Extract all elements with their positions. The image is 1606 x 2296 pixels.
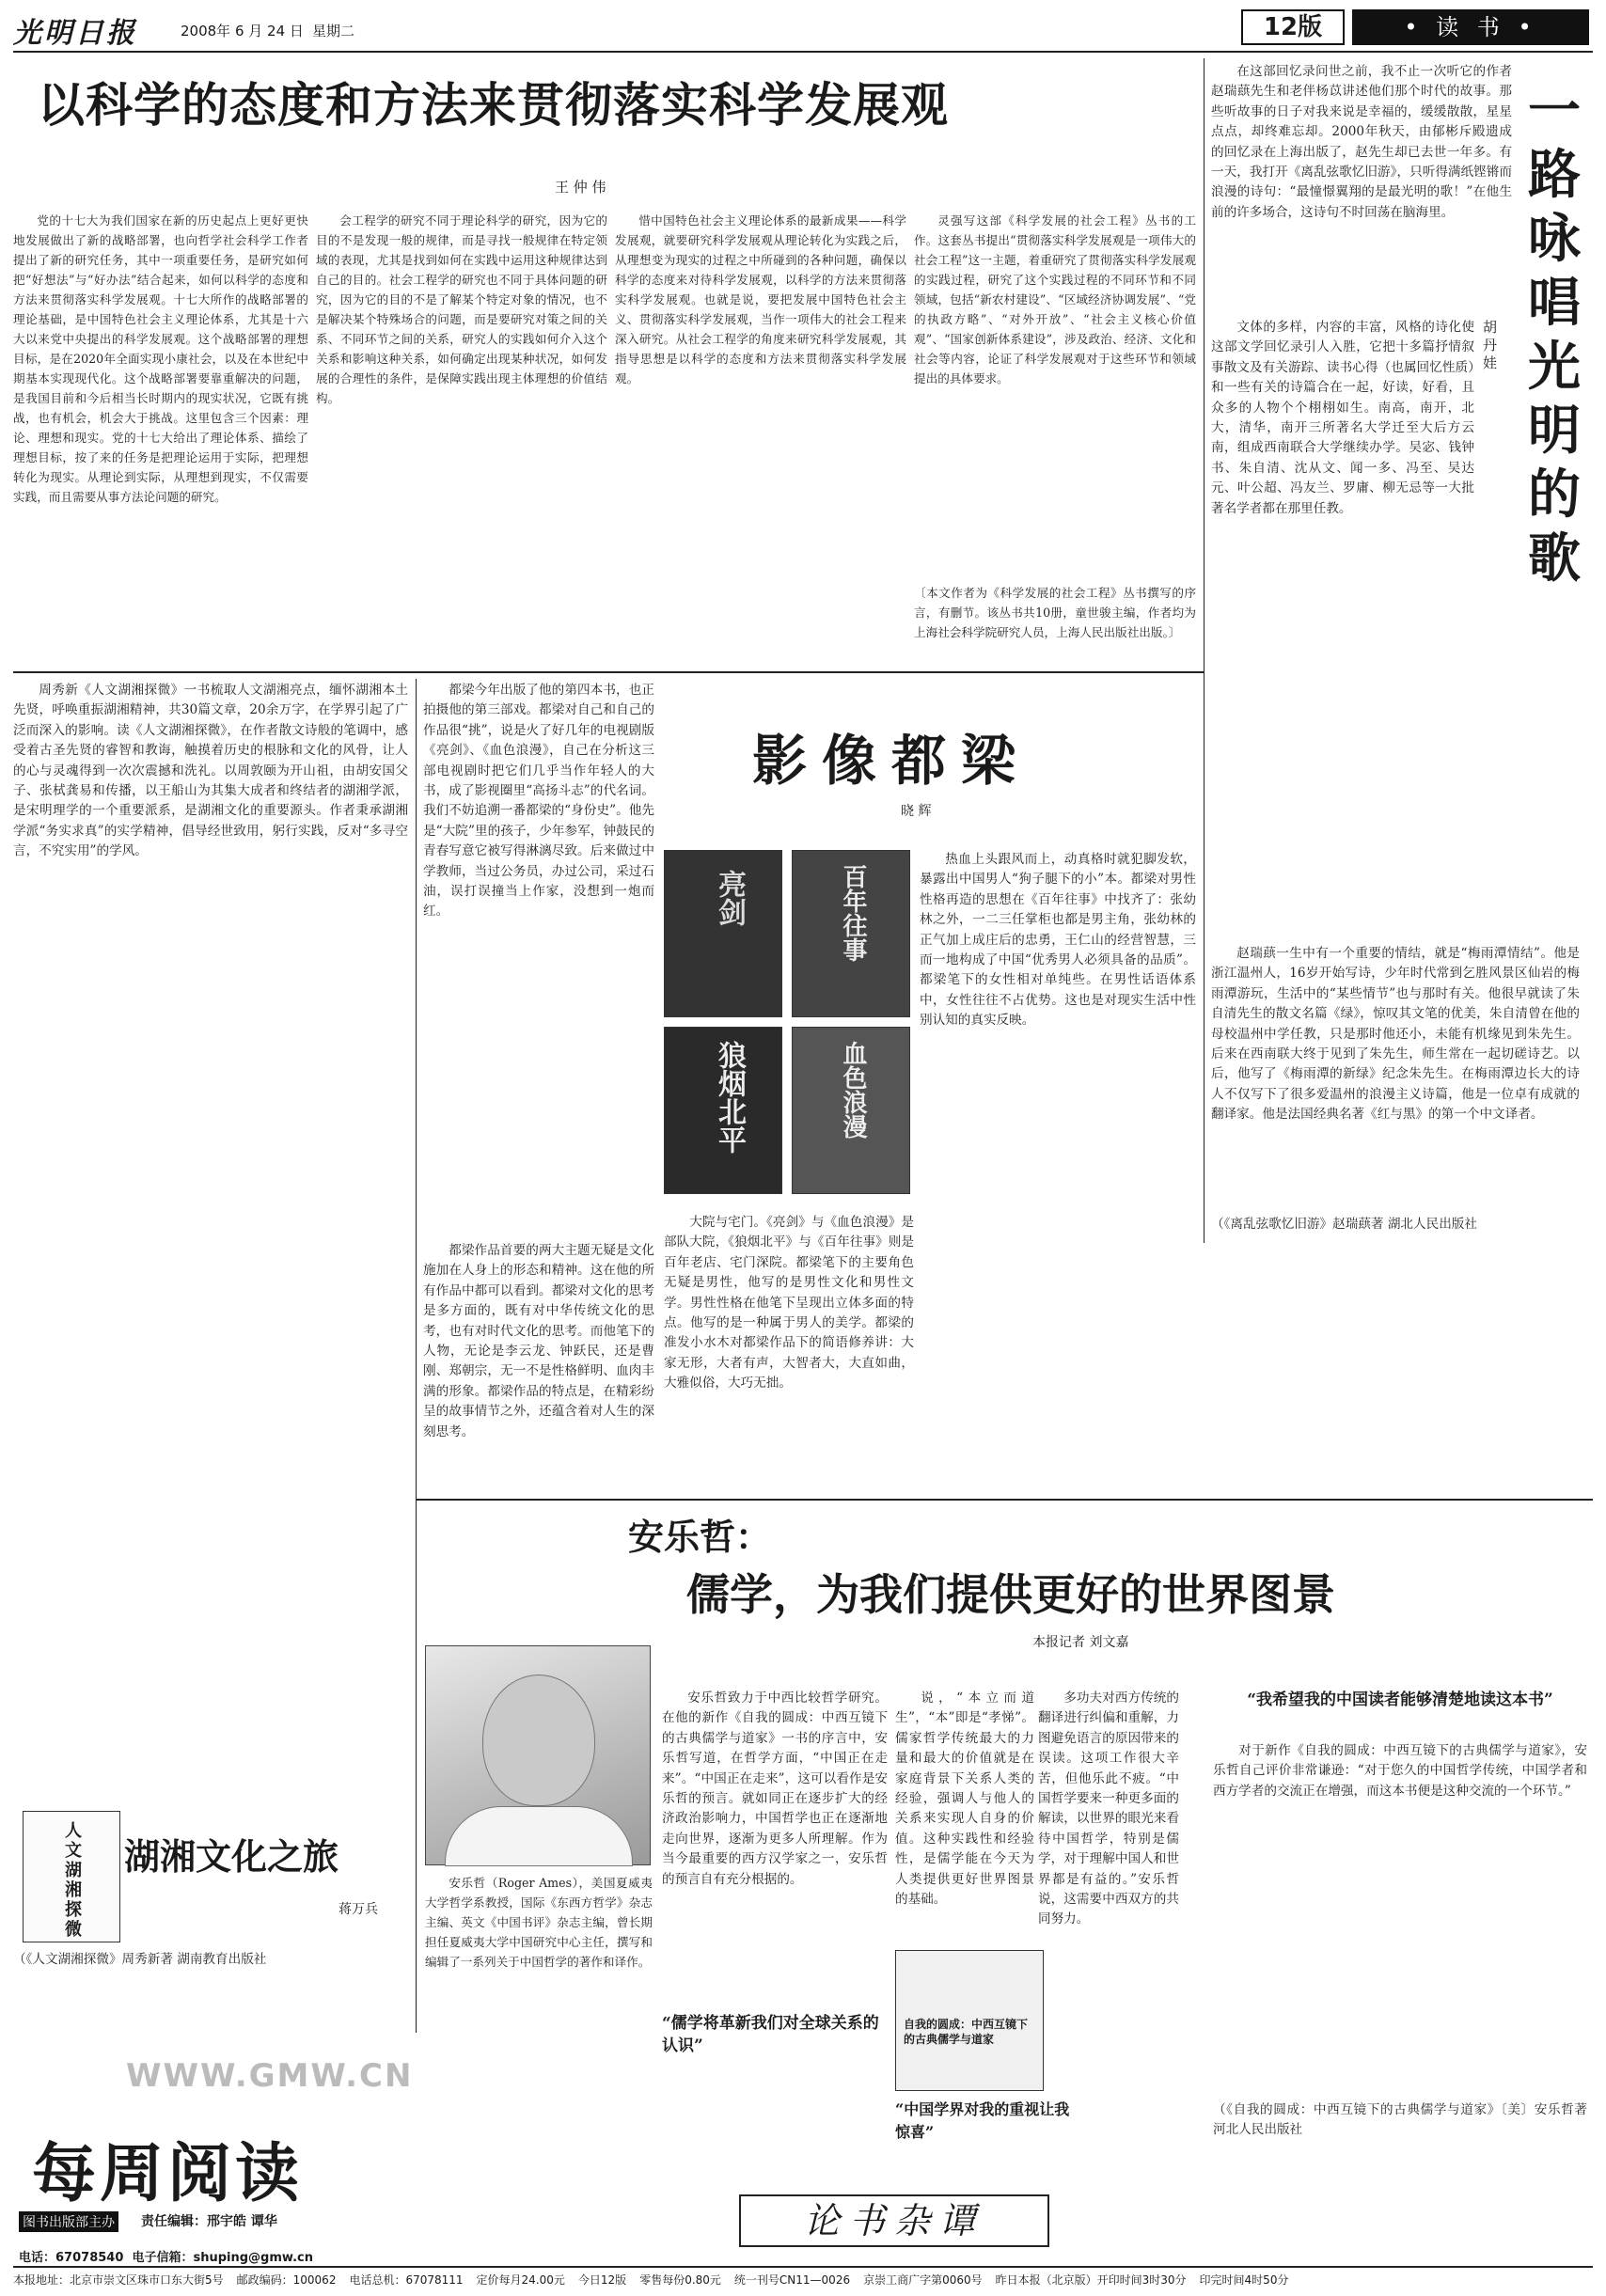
article-column: 安乐哲致力于中西比较哲学研究。在他的新作《自我的圆成：中西互镜下的古典儒学与道家》一书的序言中，安乐哲写道，在哲学方面，“中国正在走来”。“中国正在走来”，这可以看作是安乐哲的预言。就如同正在逐步扩大的经济政治影响力，中国哲学也正在逐渐地走向世界，逐渐为更多人所理解。作为当今最重要的西方汉学家之一，安乐哲的预言自有充分根据的。 — [662, 1691, 888, 1887]
article-column: 周秀新《人文湖湘探微》一书梳取人文湖湘亮点，缅怀湖湘本土先贤，呼唤重振湖湘精神，共30篇文章，20余万字，在学界引起了广泛而深入的影响。读《人文湖湘探微》，在作者散文诗般的笔调中，感受着古圣先贤的睿智和教诲，触摸着历史的根脉和文化的风骨，让人的心与灵魂得到一次次震撼和洗礼。以周敦颐为开山祖，由胡安国父子、张栻龚易和传播，以王船山为其集大成者和终结者的湖湘学派，是宋明理学的一个重要派系，是湖湘文化的重要源头。作者秉承湖湘学派“务实求真”的实学精神，倡导经世致用，躬行实践，反对“多寻空言，不究实用”的学风。 — [13, 683, 408, 859]
byline: 晓 辉 — [901, 804, 932, 819]
headline: 以科学的态度和方法来贯彻落实科学发展观 — [38, 78, 949, 133]
byline: 胡丹娃 — [1481, 320, 1498, 373]
article-title: 影像都梁 — [752, 729, 1031, 793]
article-column: 对于新作《自我的圆成：中西互镜下的古典儒学与道家》，安乐哲自己评价非常谦逊：“对于您久的中国哲学传统，中国学者和西方学者的交流正在增强，而这本书便是这种交流的一个环节。” — [1213, 1743, 1587, 1799]
article-column: 说，“本立而道生”，“本”即是“孝悌”。儒家哲学传统最大的力量和最大的价值就是在家庭背景下关系人类的经验，强调人与他人的关系来实现人自身的价值。这种实践性和经验性，是儒学能在今天为人类提供更好世界图景的基础。 — [895, 1691, 1034, 1908]
photo-caption: 安乐哲（Roger Ames），美国夏威夷大学哲学系教授，国际《东西方哲学》杂志主编、英文《中国书评》杂志主编，曾长期担任夏威夷大学中国研究中心主任，撰写和编辑了一系列关于中国哲学的著作和译作。 — [425, 1876, 653, 1969]
section-title: 每周阅读 — [32, 2137, 304, 2211]
article-column: 多功夫对西方传统的翻译进行纠偏和重解，力图避免语言的原因带来的误读。这项工作很大辛苦，但他乐此不疲。“中国哲学要来一种更多面的解读，以世界的眼光来看待中国哲学，特别是儒学，对于理解中国人和世界都是有益的。”安乐哲说，这需要中西双方的共同努力。 — [1038, 1691, 1179, 1927]
page-number-box — [1241, 9, 1345, 45]
article-column: 大院与宅门。《亮剑》与《血色浪漫》是部队大院，《狼烟北平》与《百年往事》则是百年老店、宅门深院。都梁笔下的主要角色无疑是男性，他写的是男性文化和男性文学。男性性格在他笔下呈现出立体多面的特点。他写的是一种属于男人的美学。都梁的准发小水木对都梁作品下的简语修养讲：大家无形，大者有声，大智者大，大直如曲，大雅似俗，大巧无拙。 — [664, 1215, 914, 1392]
article-column: 热血上头跟风而上，动真格时就犯脚发软，暴露出中国男人“狗子腿下的小”本。都梁对男性性格再造的思想在《百年往事》中找齐了：张幼林之外，一二三任掌柜也都是男主角，张幼林的正气加上成庄后的忠勇，王仁山的经营智慧，三而一地构成了中国“优秀男人必须具备的品质”。都梁笔下的女性相对单纯些。在男性话语体系中，女性往往不占优势。这也是对现实生活中性别认知的真实反映。 — [920, 852, 1196, 1029]
book-cover: 人文湖湘探微 — [23, 1811, 120, 1942]
article-title-vertical: 一 路 咏 唱 光 明 的 歌 — [1528, 80, 1581, 590]
office-badge: 图书出版部主办 — [19, 2211, 118, 2232]
article-column: 会工程学的研究不同于理论科学的研究，因为它的目的不是发现一般的规律，而是寻找一般规律在特定领域的表现，尤其是找到如何在实践中运用这种规律达到自己的目的。社会工程学的研究也不同于具体问题的研究，因为它的目的不是了解某个特定对象的情况，也不是解决某个特殊场合的问题，而是要研究对策之间的关系、不同环节之间的关系，研究人的实践如何介入这个关系和影响这种关系，如何确定出现某种状况，如何发展的合理性的条件，是保障实践出现主体理想的价值结构。 — [316, 213, 607, 405]
book-cover: 自我的圆成：中西互镜下的古典儒学与道家 — [895, 1950, 1044, 2091]
page-number: 12版 — [1263, 13, 1323, 41]
article-column: 惜中国特色社会主义理论体系的最新成果——科学发展观，就要研究科学发展观从理论转化为实践之后，从理想变为现实的过程之中所碰到的各种问题，确保以科学的态度来对待科学发展观，以科学的方法来贯彻落实科学发展观。也就是说，要把发展中国特色社会主义、贯彻落实科学发展观，当作一项伟大的社会工程来深入研究。从社会工程学的角度来研究科学发展观，其指导思想是以科学的态度和方法来贯彻落实科学发展观。 — [615, 213, 906, 385]
article-column: 赵瑞蕻一生中有一个重要的情结，就是“梅雨潭情结”。他是浙江温州人，16岁开始写诗，少年时代常到乞胜风景区仙岩的梅雨潭游玩，生活中的“某些情节”也与那时有关。他很早就读了朱自清先生的散文名篇《绿》，惊叹其文笔的优美，朱自清曾在他的母校温州中学任教，只是那时他还小，未能有机缘见到朱先生。后来在西南联大终于见到了朱先生，师生常在一起切磋诗艺。以后，他写了《梅雨潭的新绿》纪念朱先生。在梅雨潭边长大的诗人不仅写下了很多爱温州的浪漫主义诗篇，他是一位卓有成就的翻译家。他是法国经典名著《红与黑》的第一个中文译者。 — [1211, 946, 1580, 1123]
article-column: 灵强写这部《科学发展的社会工程》丛书的工作。这套丛书提出“贯彻落实科学发展观是一项伟大的社会工程”这一主题，着重研究了贯彻落实科学发展观的实践过程，研究了这个实践过程的不同环节和不同领域，包括“新农村建设”、“区域经济协调发展”、“党的执政方略”、“对外开放”、“社会主义核心价值观”、“国家创新体系建设”，涉及政治、经济、文化和社会等内容，论证了科学发展观对于这些环节和领域提出的具体要求。 — [914, 213, 1196, 385]
article-column: 都梁作品首要的两大主题无疑是文化施加在人身上的形态和精神。这在他的所有作品中都可以看到。都梁对文化的思考是多方面的，既有对中华传统文化的思考，也有对时代文化的思考。而他笔下的人物，无论是李云龙、钟跃民，还是曹刚、郑朝宗，无一不是性格鲜明、血肉丰满的形象。都梁作品的特点是，在精彩纷呈的故事情节之外，还蕴含着对人生的深刻思考。 — [423, 1243, 654, 1439]
section-name: 读 书 — [1436, 14, 1505, 40]
source-note: （《自我的圆成：中西互镜下的古典儒学与道家》〔美〕安乐哲著 河北人民出版社 — [1213, 2102, 1587, 2138]
book-cover: 亮剑 — [664, 850, 782, 1017]
source-note: （《离乱弦歌忆旧游》赵瑞蕻著 湖北人民出版社 — [1211, 1217, 1477, 1232]
byline: 本报记者 刘文嘉 — [1032, 1635, 1129, 1650]
brand-block: WWW.GMW.CN 每周阅读 图书出版部主办 责任编辑：邢宇皓 谭华 — [13, 2038, 408, 2243]
article-column: 在这部回忆录问世之前，我不止一次听它的作者赵瑞蕻先生和老伴杨苡讲述他们那个时代的故事。那些听故事的日子对我来说是幸福的，缓缓散散，星星点点，却终难忘却。2000年秋天，由郁彬斥殿遗成的回忆录在上海出版了，赵先生却已去世一年多。有一天，我打开《离乱弦歌忆旧游》，只听得满纸铿锵而浪漫的诗句：“最憧憬翼翔的是最光明的歌！”在他生前的许多场合，这诗句不时回荡在脑海里。 — [1211, 64, 1512, 220]
newspaper-logo: 光明日报 — [13, 17, 137, 50]
byline: 蒋万兵 — [339, 1902, 378, 1917]
section-banner: • 读 书 • — [1352, 9, 1589, 45]
site-url[interactable]: WWW.GMW.CN — [126, 2057, 414, 2095]
footer: 本报地址：北京市崇文区珠市口东大街5号 邮政编码：100062 电话总机：67078111 定价每月24.00元 今日12版 零售每份0.80元 统一刊号CN11—0026 京崇工商广字第0060号 昨日本报（北京版）开印时间3时30分 印完时间4时50分 — [13, 2273, 1289, 2287]
article-column: 党的十七大为我们国家在新的历史起点上更好更快地发展做出了新的战略部署，也向哲学社会科学工作者提出了新的研究任务，其中一项重要任务，是研究如何把“好想法”与“好办法”结合起来，如何以科学的态度和方法来贯彻落实科学发展观。十七大所作的战略部署的理论基础，是中国特色社会主义理论体系，尤其是十六大以来党中央提出的科学发展观。这个战略部署的理想目标，是在2020年全面实现小康社会，以及在本世纪中期基本实现现代化。这个战略部署要靠重解决的问题，是我国目前和今后相当长时期内的现实状况，它既有挑战，也有机会，机会大于挑战。这里包含三个因素：理论、理想和现实。党的十七大给出了理论体系、描绘了理想目标，按了来的任务是把理论运用于实际，把理想转化为现实。从理论到实际，从理想到现实，不仅需要实践，而且需要从事方法论问题的研究。 — [13, 213, 308, 504]
portrait-photo — [425, 1645, 651, 1865]
article-title: 儒学，为我们提供更好的世界图景 — [686, 1569, 1335, 1620]
subheading: “中国学界对我的重视让我惊喜” — [895, 2100, 1070, 2141]
subheading: “儒学将革新我们对全球关系的认识” — [662, 2014, 879, 2055]
source-note: 〔本文作者为《科学发展的社会工程》丛书撰写的序言，有删节。该丛书共10册，童世骏主编，作者均为上海社会科学院研究人员，上海人民出版社出版。〕 — [914, 586, 1196, 639]
contact-line: 电话：67078540 电子信箱：shuping@gmw.cn — [19, 2251, 313, 2265]
book-cover: 血色浪漫 — [792, 1027, 910, 1194]
issue-weekday: 星期二 — [312, 23, 355, 39]
article-title: 湖湘文化之旅 — [124, 1835, 339, 1878]
article-column: 文体的多样，内容的丰富，风格的诗化使这部文学回忆录引人入胜，它把十多篇抒情叙事散文及有关游踪、读书心得（也属回忆性质）和一些有关的诗篇合在一起，好读，好看，且众多的人物个个栩栩如生。南高，南开，北大，清华，南开三所著名大学迁至大后方云南，组成西南联合大学继续办学。吴宓、钱钟书、朱自清、沈从文、闻一多、冯至、吴达元、叶公超、冯友兰、罗庸、柳无忌等一大批著名学者都在那里任教。 — [1211, 320, 1474, 516]
book-cover: 百年往事 — [792, 850, 910, 1017]
source-note: （《人文湖湘探微》周秀新著 湖南教育出版社 — [13, 1952, 267, 1967]
article-column: 都梁今年出版了他的第四本书，也正拍摄他的第三部戏。都梁对自己和自己的作品很“挑”，说是火了好几年的电视剧版《亮剑》、《血色浪漫》，自己在分析这三部电视剧时把它们几乎当作年轻人的大书，成了影视圈里“高扬斗志”的代名词。我们不妨追溯一番都梁的“身份史”。他先是“大院”里的孩子，少年参军，钟鼓民的青春写意它被写得淋漓尽致。后来做过中学教师，当过公务员，办过公司，采过石油，误打误撞当上作家，没想到一炮而红。 — [423, 683, 654, 920]
masthead — [13, 8, 1593, 49]
article-kicker: 安乐哲： — [628, 1516, 772, 1558]
subheading: “我希望我的中国读者能够清楚地读这本书” — [1247, 1691, 1553, 1709]
issue-date: 2008年 6 月 24 日 — [181, 23, 304, 39]
book-cover: 狼烟北平 — [664, 1027, 782, 1194]
column-label: 论书杂谭 — [739, 2194, 1049, 2247]
byline: 王 仲 伟 — [555, 179, 606, 196]
